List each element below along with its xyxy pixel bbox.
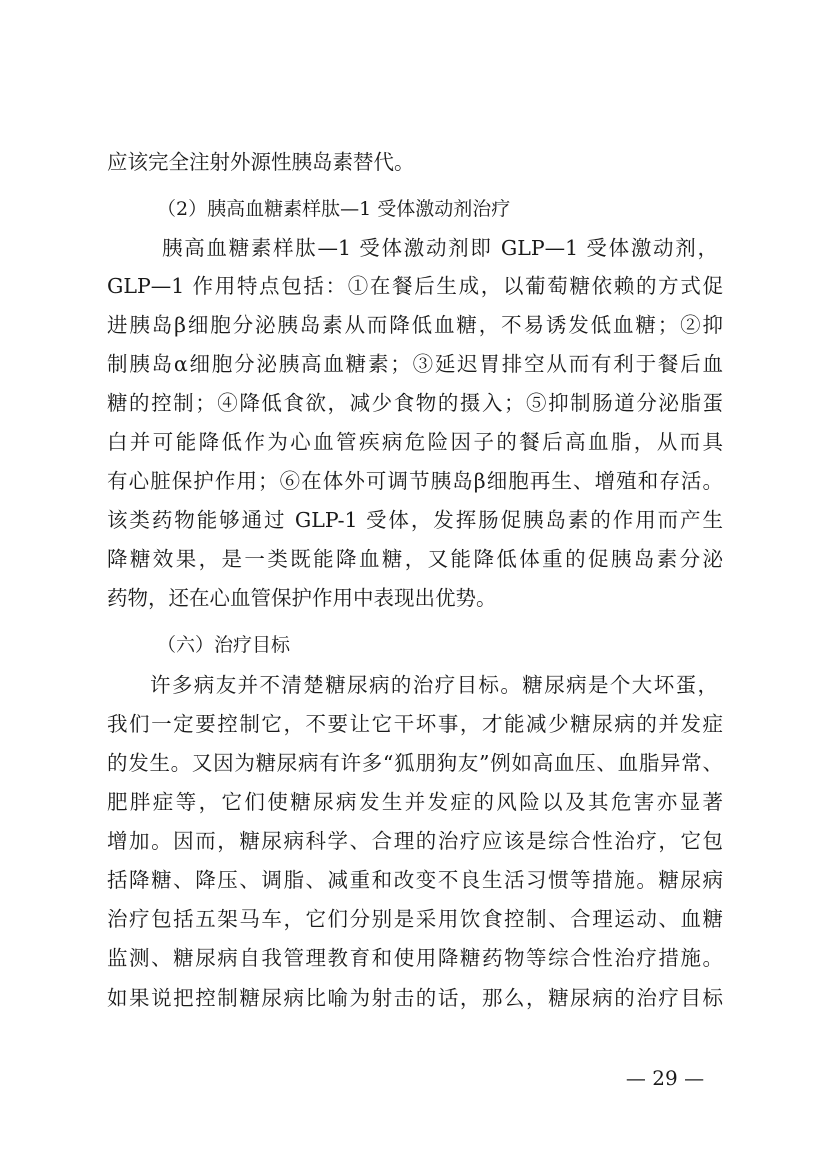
paragraph-line: 许多病友并不清楚糖尿病的治疗目标。糖尿病是个大坏蛋， [150, 673, 718, 697]
paragraph-line: 胰高血糖素样肽—1 受体激动剂即 GLP—1 受体激动剂， [162, 236, 718, 260]
paragraph-line: 的发生。又因为糖尿病有许多“狐朋狗友”例如高血压、血脂异常、 [107, 751, 723, 775]
paragraph-line: 应该完全注射外源性胰岛素替代。 [107, 150, 415, 174]
section-heading: （2）胰高血糖素样肽—1 受体激动剂治疗 [157, 198, 511, 220]
paragraph-line: 括降糖、降压、调脂、减重和改变不良生活习惯等措施。糖尿病 [107, 868, 723, 892]
paragraph-line: 降糖效果，是一类既能降血糖，又能降低体重的促胰岛素分泌 [107, 547, 723, 571]
paragraph-line: 糖的控制；④降低食欲，减少食物的摄入；⑤抑制肠道分泌脂蛋 [107, 391, 723, 415]
paragraph-line: 进胰岛β细胞分泌胰岛素从而降低血糖，不易诱发低血糖；②抑 [107, 313, 723, 337]
paragraph-line: 我们一定要控制它，不要让它干坏事，才能减少糖尿病的并发症 [107, 712, 723, 736]
paragraph-line: 有心脏保护作用；⑥在体外可调节胰岛β细胞再生、增殖和存活。 [107, 469, 723, 493]
paragraph-line: 治疗包括五架马车，它们分别是采用饮食控制、合理运动、血糖 [107, 907, 723, 931]
paragraph-line: 制胰岛α细胞分泌胰高血糖素；③延迟胃排空从而有利于餐后血 [107, 352, 723, 376]
paragraph-line: 药物，还在心血管保护作用中表现出优势。 [107, 586, 497, 610]
paragraph-line: 监测、糖尿病自我管理教育和使用降糖药物等综合性治疗措施。 [107, 946, 723, 970]
section-heading: （六）治疗目标 [157, 634, 291, 656]
paragraph-line: 白并可能降低作为心血管疾病危险因子的餐后高血脂，从而具 [107, 430, 723, 454]
paragraph-line: 该类药物能够通过 GLP-1 受体，发挥肠促胰岛素的作用而产生 [107, 508, 723, 532]
page-number: — 29 — [625, 1066, 705, 1090]
paragraph-line: GLP—1 作用特点包括：①在餐后生成，以葡萄糖依赖的方式促 [107, 274, 723, 298]
paragraph-line: 肥胖症等，它们使糖尿病发生并发症的风险以及其危害亦显著 [107, 790, 723, 814]
paragraph-line: 增加。因而，糖尿病科学、合理的治疗应该是综合性治疗，它包 [107, 829, 723, 853]
paragraph-line: 如果说把控制糖尿病比喻为射击的话，那么，糖尿病的治疗目标 [107, 986, 723, 1010]
